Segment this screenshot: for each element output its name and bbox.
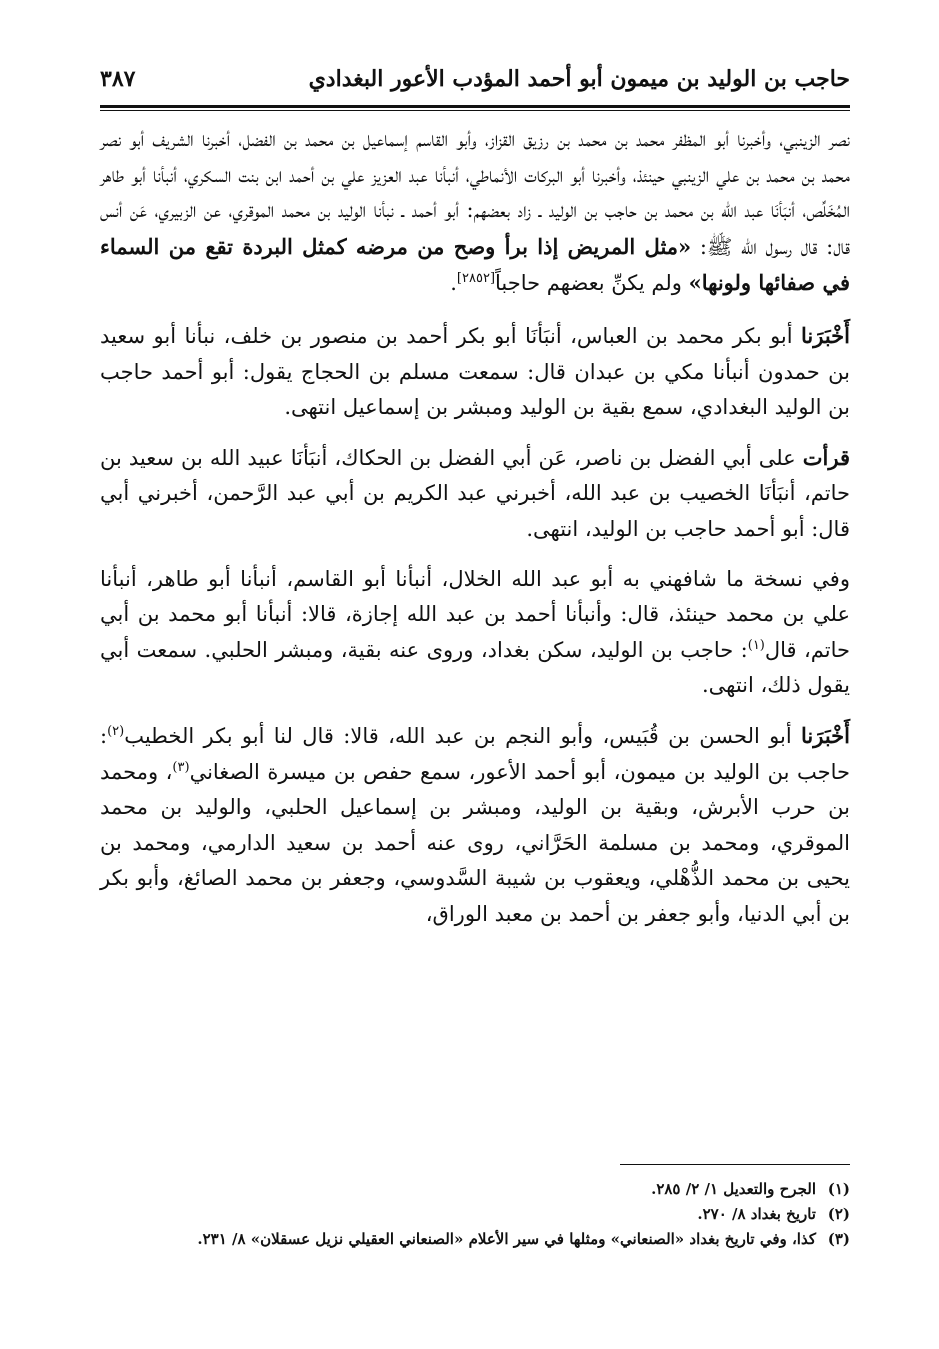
footnote-text: الجرح والتعديل ١/ ٢/ ٢٨٥. [651,1180,816,1198]
footnote-ref-2: (٢) [107,723,125,739]
paragraph-4-text-a: وفي نسخة ما شافهني به أبو عبد الله الخلال، أنبأنا أبو القاسم، أنبأنا أبو طاهر، أنبأنا علي بن محمد حينئذ، قال: وأنبأنا أحمد بن عبد الله إجازة، قالا: أنبأنا أبو محمد بن أبي حاتم، قال [100,566,850,662]
header-rule-thin [100,110,850,111]
footnote-ref-1: (١) [747,637,765,653]
footnote-item [100,1202,850,1227]
paragraph-2-lead: أَخْبَرَنا [801,322,850,348]
running-header [100,62,850,102]
header-title: حاجب بن الوليد بن ميمون أبو أحمد المؤدب الأعور البغدادي [308,66,850,92]
paragraph-4 [100,562,850,704]
paragraph-1-end: . [450,271,457,296]
paragraph-3 [100,440,850,548]
paragraph-5-lead: أَخْبَرَنا [801,722,850,748]
paragraph-3-text: على أبي الفضل بن ناصر، عَن أبي الفضل بن الحكاك، أنبَأنَا عبيد الله بن سعيد بن حاتم، أنبَأنَا الخصيب بن عبد الله، أخبرني عبد الكريم بن أبي عبد الرَّحمن، أخبرني أبي قال: أبو أحمد حاجب بن الوليد، انتهى. [100,445,850,541]
paragraph-2-text: أبو بكر محمد بن العباس، أنبَأنَا أبو بكر أحمد بن منصور بن خلف، نبأنا أبو سعيد بن حمدون أنبأنا مكي بن عبدان قال: سمعت مسلم بن الحجاج يقول: أبو أحمد حاجب بن الوليد البغدادي، سمع بقية بن الوليد ومبشر بن إسماعيل انتهى. [100,323,850,420]
footnote-text: كذا، وفي تاريخ بغداد «الصنعاني» ومثلها في سير الأعلام «الصنعاني العقيلي نزيل عسقلان» ٨/ ٢٣١. [197,1230,816,1248]
paragraph-4-text-b: : حاجب بن الوليد، سكن بغداد، وروى عنه بقية، ومبشر الحلبي. سمعت أبي يقول ذلك، انتهى. [100,637,850,698]
footnote-number: (٣) [827,1230,850,1248]
paragraph-5-text-c: ، ومحمد بن حرب الأبرش، وبقية بن الوليد، ومبشر بن إسماعيل الحلبي، والوليد بن محمد الموقري، ومحمد بن مسلمة الحَرَّاني، روى عنه أحمد بن سعيد الدارمي، ومحمد بن يحيى بن محمد الذُّهْلي، ويعقوب بن شيبة السَّدوسي، وجعفر بن محمد الصائغ، وأبو بكر بن أبي الدنيا، وأبو جعفر بن أحمد بن معبد الوراق، [100,759,850,926]
footnote-rule [620,1164,850,1165]
footnote-ref-3: (٣) [172,759,190,775]
paragraph-1 [100,122,850,302]
main-text [100,122,850,946]
header-rule [100,105,850,108]
paragraph-3-lead: قرأت [802,444,850,470]
paragraph-5 [100,718,850,933]
hadith-quote: «مثل المريض إذا برأ وصح من مرضه كمثل البردة تقع من السماء في صفائها ولونها» [100,233,850,296]
footnote-text: تاريخ بغداد ٨/ ٢٧٠. [697,1205,816,1223]
paragraph-1-text: نصر الزينبي، وأخبرنا أبو المظفر محمد بن محمد بن رزيق القزاز، وأبو القاسم إسماعيل بن محمد بن الفضل، أخبرنا الشريف أبو نصر محمد بن محمد بن علي الزينبي حينئذ، وأخبرنا أبو البركات الأنماطي، أنبأنا عبد العزيز علي بن أحمد ابن بنت السكري، أنبأنا أبو طاهر المُخَلِّص، أنبَأنَا عبد الله بن محمد بن حاجب بن الوليد ـ زاد بعضهم: أبو أحمد ـ نبأنا الوليد بن محمد الموقري، عن الزبيري، عَن أنس قال: قال رسول الله ﷺ: [100,127,850,259]
footnote-number: (٢) [827,1205,850,1223]
footnotes [100,1177,850,1252]
paragraph-2 [100,318,850,426]
paragraph-5-text-b: : حاجب بن الوليد بن ميمون، أبو أحمد الأعور، سمع حفص بن ميسرة الصغاني [100,723,850,784]
page-number: ٣٨٧ [100,66,136,92]
footnote-item [100,1177,850,1202]
paragraph-1-tail: ولم يكنِّ بعضهم حاجباً [495,271,689,296]
footnote-number: (١) [827,1180,850,1198]
footnote-item [100,1227,850,1252]
paragraph-5-text-a: أبو الحسن بن قُبَيس، وأبو النجم بن عبد الله، قالا: قال لنا أبو بكر الخطيب [124,723,802,748]
hadith-number: [٢٨٥٢] [456,271,496,287]
